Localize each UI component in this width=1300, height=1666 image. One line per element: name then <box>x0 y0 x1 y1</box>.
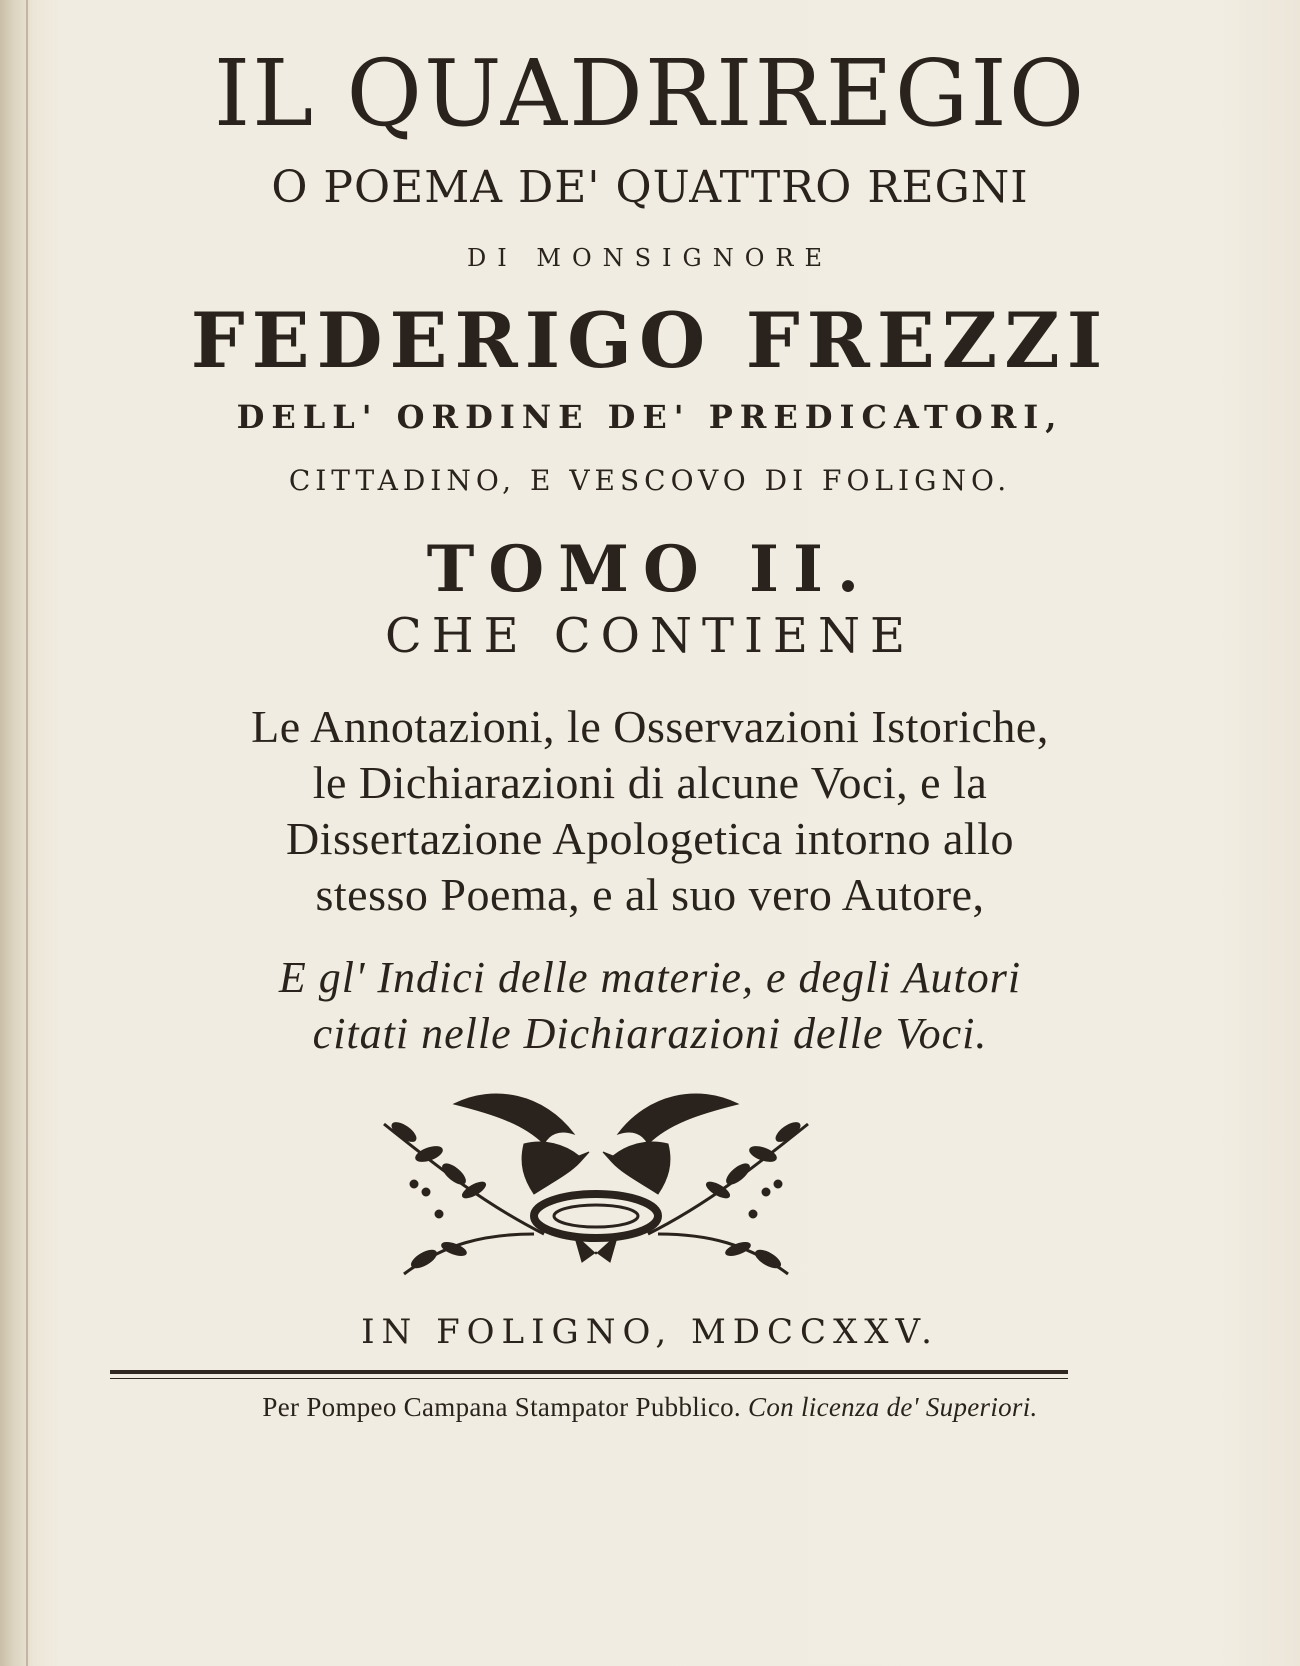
imprint-rule <box>110 1370 1068 1374</box>
place-and-date: IN FOLIGNO, MDCCXXV. <box>361 1312 939 1352</box>
indices-line: E gl' Indici delle materie, e degli Autori <box>278 953 1022 1002</box>
contents-line: le Dichiarazioni di alcune Voci, e la <box>312 757 988 808</box>
author-city: CITTADINO, E VESCOVO DI FOLIGNO. <box>288 464 1012 497</box>
contains-heading: CHE CONTIENE <box>384 608 915 664</box>
indices-line: citati nelle Dichiarazioni delle Voci. <box>312 1009 988 1058</box>
imprint <box>0 1392 1300 1423</box>
twin-eagles-wreath-ornament-icon <box>374 1084 818 1284</box>
contents-line: Le Annotazioni, le Osservazioni Istoriche, <box>251 701 1049 752</box>
printer-name: Per Pompeo Campana Stampator Pubblico. <box>262 1392 741 1422</box>
volume-number: TOMO II. <box>426 532 874 607</box>
contents-line: stesso Poema, e al suo vero Autore, <box>315 869 985 920</box>
author-name: FEDERIGO FREZZI <box>190 296 1110 385</box>
book-title: IL QUADRIREGIO <box>213 40 1087 147</box>
license-note: Con licenza de' Superiori. <box>748 1392 1038 1422</box>
book-subtitle: O POEMA DE' QUATTRO REGNI <box>271 162 1029 213</box>
contents-line: Dissertazione Apologetica intorno allo <box>286 813 1014 864</box>
by-line: DI MONSIGNORE <box>467 244 833 272</box>
author-order: DELL' ORDINE DE' PREDICATORI, <box>236 398 1064 436</box>
imprint-rule-thin <box>110 1378 1068 1379</box>
